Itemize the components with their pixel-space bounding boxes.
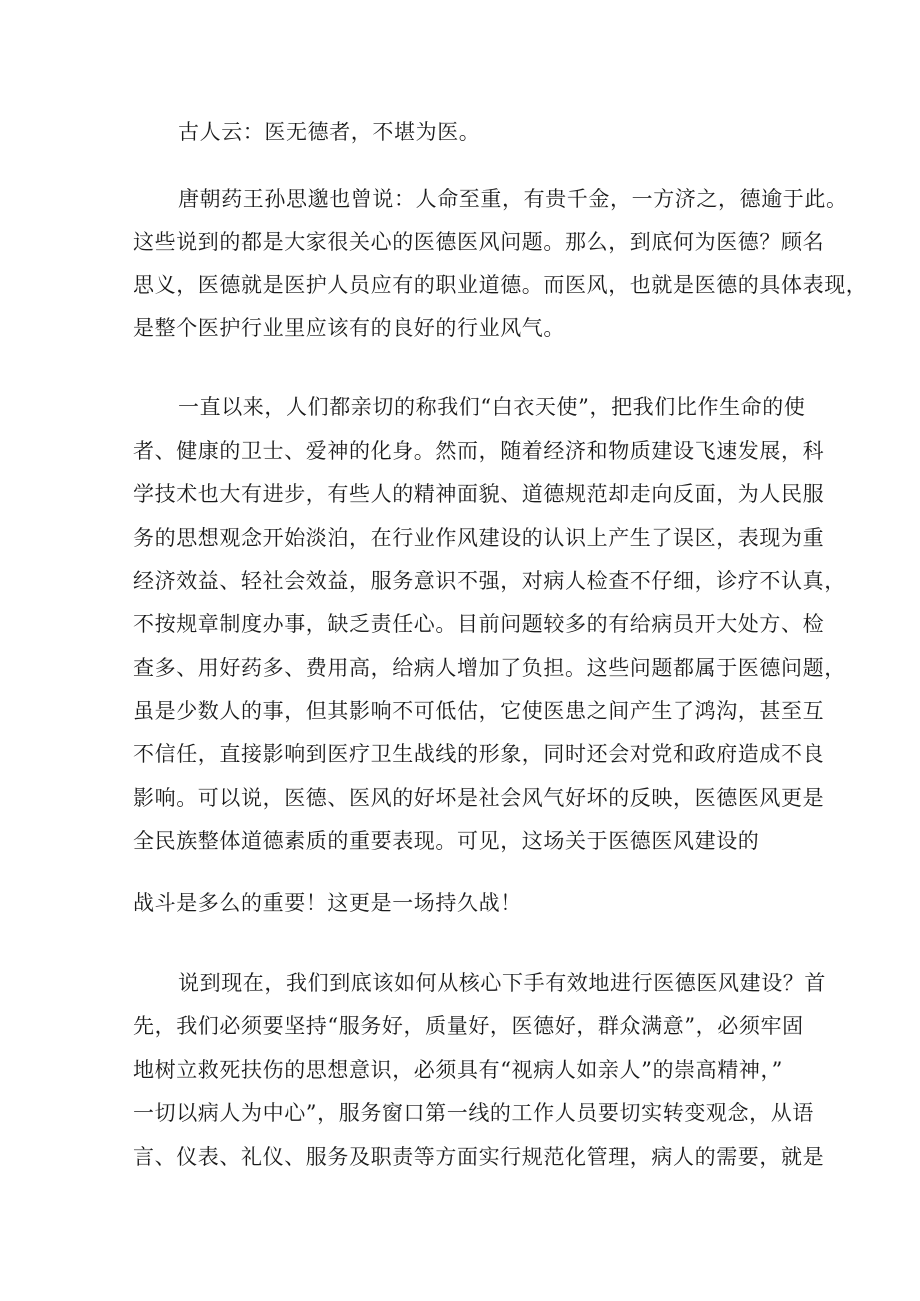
paragraph-2-line-1: 唐朝药王孙思邈也曾说：人命至重，有贵千金，一方济之，德逾于此。 (178, 187, 848, 211)
paragraph-3-line-1: 一直以来，人们都亲切的称我们“白衣天使”，把我们比作生命的使 (178, 395, 806, 419)
paragraph-4-line-3: 地树立救死扶伤的思想意识，必须具有“视病人如亲人”的崇高精神，” (133, 1058, 783, 1082)
paragraph-3-line-4: 务的思想观念开始淡泊，在行业作风建设的认识上产生了误区，表现为重 (133, 526, 825, 550)
paragraph-4-line-2: 先，我们必须要坚持“服务好，质量好，医德好，群众满意”，必须牢固 (133, 1014, 804, 1038)
paragraph-3-line-7: 查多、用好药多、费用高，给病人增加了负担。这些问题都属于医德问题， (133, 656, 846, 680)
paragraph-3-line-8: 虽是少数人的事，但其影响不可低估，它使医患之间产生了鸿沟，甚至互 (133, 699, 825, 723)
paragraph-2-line-2: 这些说到的都是大家很关心的医德医风问题。那么，到底何为医德？顾名 (133, 230, 825, 254)
paragraph-2-line-3: 思义，医德就是医护人员应有的职业道德。而医风，也就是医德的具体表现， (133, 273, 868, 297)
paragraph-4-line-5: 言、仪表、礼仪、服务及职责等方面实行规范化管理，病人的需要，就是 (133, 1145, 825, 1169)
paragraph-3-line-5: 经济效益、轻社会效益，服务意识不强，对病人检查不仔细，诊疗不认真， (133, 569, 846, 593)
paragraph-4-line-1: 说到现在，我们到底该如何从核心下手有效地进行医德医风建设？首 (178, 971, 826, 995)
paragraph-3-line-6: 不按规章制度办事，缺乏责任心。目前问题较多的有给病员开大处方、检 (133, 612, 825, 636)
paragraph-3-line-10: 影响。可以说，医德、医风的好坏是社会风气好坏的反映，医德医风更是 (133, 786, 825, 810)
paragraph-1-line-1: 古人云：医无德者，不堪为医。 (178, 120, 481, 144)
paragraph-3-line-12: 战斗是多么的重要！这更是一场持久战！ (133, 891, 522, 915)
paragraph-3-line-9: 不信任，直接影响到医疗卫生战线的形象，同时还会对党和政府造成不良 (133, 742, 825, 766)
paragraph-3-line-2: 者、健康的卫士、爱神的化身。然而，随着经济和物质建设飞速发展，科 (133, 439, 825, 463)
paragraph-3-line-3: 学技术也大有进步，有些人的精神面貌、道德规范却走向反面，为人民服 (133, 482, 825, 506)
paragraph-2-line-4: 是整个医护行业里应该有的良好的行业风气。 (133, 316, 565, 340)
paragraph-4-line-4: 一切以病人为中心”，服务窗口第一线的工作人员要切实转变观念，从语 (133, 1101, 814, 1125)
paragraph-3-line-11: 全民族整体道德素质的重要表现。可见，这场关于医德医风建设的 (133, 829, 760, 853)
